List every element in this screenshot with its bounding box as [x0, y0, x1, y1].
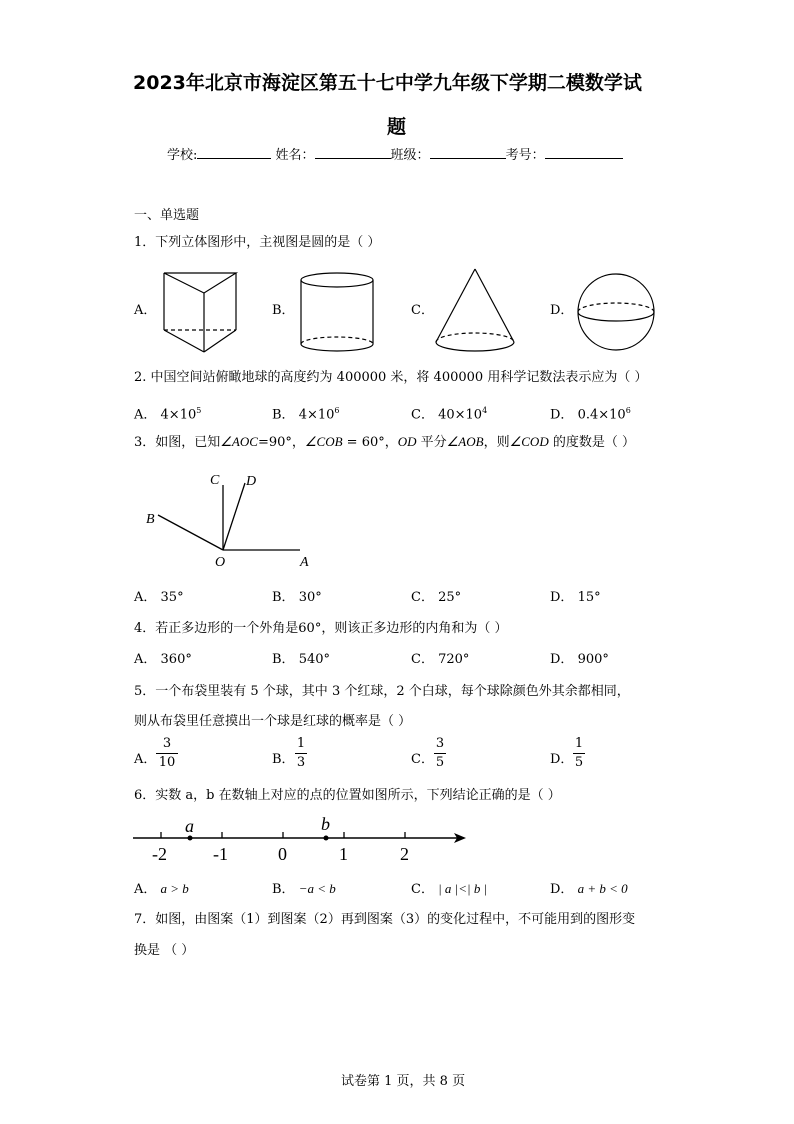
q5-option-d-fraction: [573, 737, 585, 770]
q5-option-a-label: A．: [134, 752, 157, 767]
q3-stem-part1: 3．如图，已知: [134, 435, 221, 450]
option-label: B．: [272, 882, 295, 897]
q4-option-d: [550, 652, 609, 668]
option-label: C．: [411, 407, 434, 423]
q3-stem-part3: ，则: [483, 435, 510, 450]
q5-stem-line1: 5．一个布袋里装有 5 个球，其中 3 个红球，2 个白球，每个球除颜色外其余都相同，: [134, 684, 630, 699]
q1-stem: 1．下列立体图形中，主视图是圆的是（ ）: [134, 235, 381, 250]
q3-eq1: =90°，: [257, 435, 305, 450]
option-base: 4×10: [160, 407, 197, 423]
option-label: B．: [272, 652, 295, 667]
numerator: 3: [435, 736, 445, 751]
student-info-fields: [167, 146, 623, 164]
option-label: A．: [134, 652, 157, 667]
q3-od: OD: [397, 434, 417, 449]
q2-option-c: [411, 403, 487, 423]
school-blank[interactable]: [197, 146, 271, 159]
q3-option-b: [272, 590, 322, 606]
q2-option-a: [134, 403, 201, 423]
field-label-name: 姓名：: [275, 148, 315, 163]
q3-stem-part2: 平分: [416, 435, 447, 450]
q3-stem-part4: 的度数是（ ）: [548, 435, 635, 450]
label-c: C: [210, 473, 220, 488]
cone-icon: [432, 266, 518, 356]
option-label: B．: [272, 407, 295, 423]
option-text: 15°: [577, 590, 601, 605]
q6-option-d: [550, 881, 628, 898]
option-label: D．: [550, 652, 574, 667]
option-text: 360°: [160, 652, 192, 667]
field-label-exam-no: 考号：: [505, 148, 545, 163]
q5-option-a-fraction: [156, 737, 178, 770]
q3-angle-cod: ∠COD: [509, 434, 549, 449]
q3-option-d: [550, 590, 601, 606]
label-a: A: [300, 555, 309, 570]
label-b: B: [146, 512, 155, 527]
q6-option-b: [272, 881, 336, 898]
numerator: 3: [162, 736, 172, 751]
option-label: D．: [550, 407, 574, 423]
q4-option-a: [134, 652, 192, 668]
class-blank[interactable]: [430, 146, 506, 159]
tick-label: 2: [400, 844, 409, 864]
q5-option-d-label: D．: [550, 752, 574, 767]
denominator: 5: [574, 755, 584, 770]
q6-option-c: [411, 881, 487, 898]
option-text: a > b: [160, 881, 189, 896]
q1-option-c-label: C．: [411, 303, 434, 318]
numerator: 1: [296, 736, 306, 751]
q1-option-a-label: A．: [134, 303, 157, 318]
triangular-prism-icon: [160, 270, 240, 355]
q3-option-a: [134, 590, 184, 606]
q5-option-c-fraction: [434, 737, 446, 770]
option-base: 40×10: [438, 407, 483, 423]
option-exponent: 4: [482, 406, 488, 415]
q4-option-c: [411, 652, 469, 668]
tick-label: 0: [278, 844, 287, 864]
q6-stem: 6．实数 a，b 在数轴上对应的点的位置如图所示，下列结论正确的是（ ）: [134, 788, 561, 803]
exam-title-line2: 题: [387, 116, 407, 138]
option-exponent: 6: [334, 406, 340, 415]
option-text: 35°: [160, 590, 184, 605]
q5-option-b-fraction: [295, 737, 307, 770]
option-text: 720°: [438, 652, 470, 667]
denominator: 3: [296, 755, 306, 770]
q5-option-c-label: C．: [411, 752, 434, 767]
option-label: A．: [134, 407, 157, 423]
q3-option-c: [411, 590, 461, 606]
option-label: B．: [272, 590, 295, 605]
page-footer: 试卷第 1 页，共 8 页: [341, 1074, 466, 1089]
option-label: A．: [134, 590, 157, 605]
option-text: a + b < 0: [577, 881, 628, 896]
q4-stem: 4．若正多边形的一个外角是60°，则该正多边形的内角和为（ ）: [134, 621, 508, 636]
option-exponent: 6: [625, 406, 631, 415]
q6-number-line: [128, 815, 473, 867]
exam-title-line1: 2023年北京市海淀区第五十七中学九年级下学期二模数学试: [133, 72, 642, 94]
option-base: 4×10: [298, 407, 335, 423]
numerator: 1: [574, 736, 584, 751]
option-label: C．: [411, 652, 434, 667]
point-b-label: b: [321, 815, 330, 834]
label-o: O: [215, 555, 226, 570]
option-exponent: 5: [196, 406, 202, 415]
q7-stem-line2: 换是 （ ）: [134, 943, 195, 958]
q3-angle-aoc: ∠AOC: [220, 434, 258, 449]
option-label: A．: [134, 882, 157, 897]
q5-stem-line2: 则从布袋里任意摸出一个球是红球的概率是（ ）: [134, 714, 412, 729]
option-label: C．: [411, 590, 434, 605]
option-label: D．: [550, 882, 574, 897]
q2-option-b: [272, 403, 340, 423]
denominator: 5: [435, 755, 445, 770]
q3-angle-figure: [140, 465, 330, 575]
q1-option-b-label: B．: [272, 303, 295, 318]
q7-stem-line1: 7．如图，由图案（1）到图案（2）再到图案（3）的变化过程中，不可能用到的图形变: [134, 912, 636, 927]
q6-option-a: [134, 881, 189, 898]
point-b: [324, 836, 329, 841]
sphere-icon: [574, 272, 658, 356]
option-text: 25°: [438, 590, 462, 605]
cylinder-icon: [295, 270, 379, 356]
point-a-label: a: [185, 816, 194, 836]
q5-option-b-label: B．: [272, 752, 295, 767]
tick-label: -1: [213, 844, 228, 864]
denominator: 10: [158, 755, 176, 770]
q3-angle-aob: ∠AOB: [446, 434, 484, 449]
field-label-school: 学校:: [167, 148, 198, 163]
option-label: C．: [411, 882, 434, 897]
option-text: 900°: [577, 652, 609, 667]
tick-label: 1: [339, 844, 348, 864]
q4-option-b: [272, 652, 330, 668]
point-a: [188, 836, 193, 841]
q1-option-d-label: D．: [550, 303, 574, 318]
exam-no-blank[interactable]: [545, 146, 623, 159]
section-header: 一、单选题: [134, 208, 200, 223]
option-text: −a < b: [298, 881, 336, 896]
option-text: 540°: [298, 652, 331, 667]
q2-option-d: [550, 403, 631, 423]
field-label-class: 班级：: [390, 148, 430, 163]
q3-stem: [134, 434, 635, 451]
q3-angle-cob: ∠COB: [304, 434, 343, 449]
option-text: | a |<| b |: [438, 881, 488, 896]
tick-label: -2: [152, 844, 167, 864]
option-label: D．: [550, 590, 574, 605]
option-text: 30°: [298, 590, 322, 605]
name-blank[interactable]: [315, 146, 391, 159]
q3-eq2: = 60°，: [342, 435, 398, 450]
option-base: 0.4×10: [577, 407, 626, 423]
q2-stem: 2. 中国空间站俯瞰地球的高度约为 400000 米，将 400000 用科学记数法表示应为（ ）: [134, 370, 648, 385]
label-d: D: [246, 474, 257, 489]
